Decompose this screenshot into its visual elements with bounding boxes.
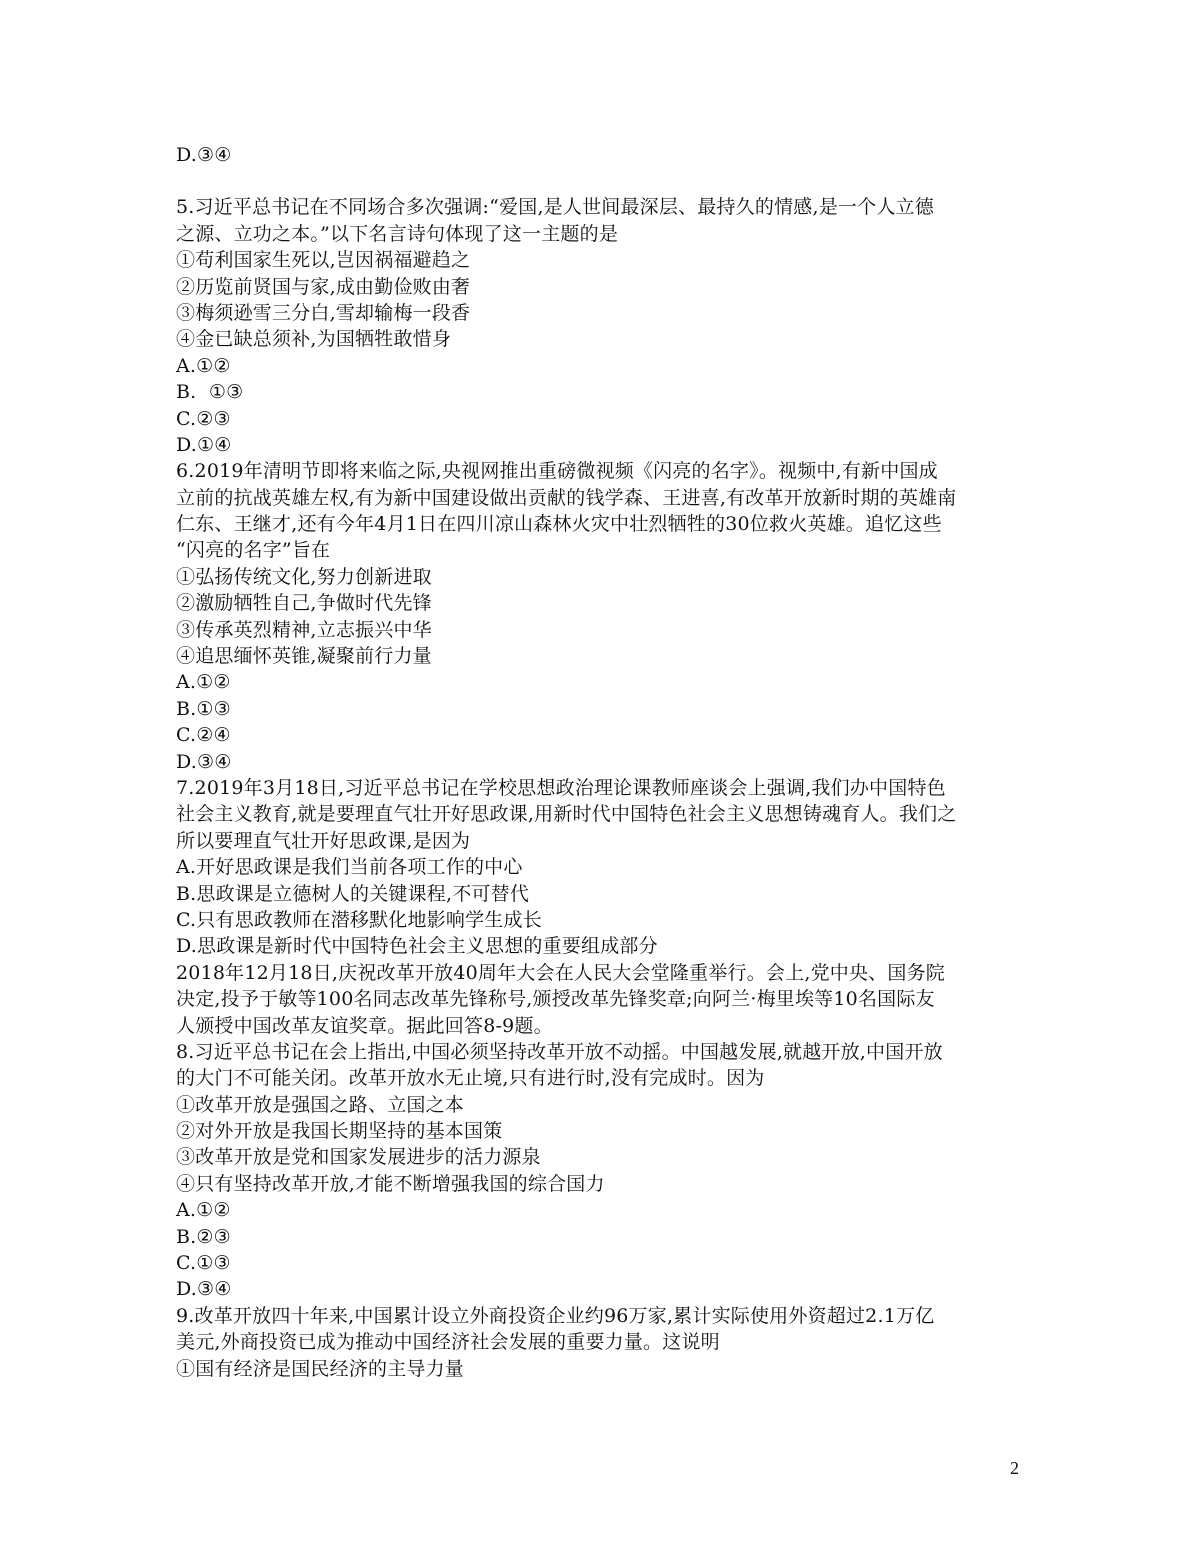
q8-option-c: C.①③ [176, 1252, 231, 1275]
q5-option-b: B. ①③ [176, 381, 244, 404]
q6-stem-line: 仁东、王继才,还有今年4月1日在四川凉山森林火灾中壮烈牺牲的30位救火英雄。追忆这些 [176, 513, 942, 536]
q8-stem-line: 的大门不可能关闭。改革开放水无止境,只有进行时,没有完成时。因为 [176, 1067, 765, 1090]
material-line: 决定,投予于敏等100名同志改革先锋称号,颁授改革先锋奖章;向阿兰·梅里埃等10名国际友 [176, 988, 935, 1011]
q5-statement: ③梅须逊雪三分白,雪却输梅一段香 [176, 301, 471, 324]
q8-stem-line: 8.习近平总书记在会上指出,中国必须坚持改革开放不动摇。中国越发展,就越开放,中国开放 [176, 1040, 943, 1063]
q7-option-d: D.思政课是新时代中国特色社会主义思想的重要组成部分 [176, 935, 658, 958]
q8-statement: ③改革开放是党和国家发展进步的活力源泉 [176, 1146, 541, 1169]
material-line: 人颁授中国改革友谊奖章。据此回答8-9题。 [176, 1014, 553, 1037]
q9-stem-line: 9.改革开放四十年来,中国累计设立外商投资企业约96万家,累计实际使用外资超过2.1万亿 [176, 1304, 935, 1327]
q9-stem-line: 美元,外商投资已成为推动中国经济社会发展的重要力量。这说明 [176, 1331, 720, 1354]
q8-option-b: B.②③ [176, 1225, 231, 1248]
q7-option-b: B.思政课是立德树人的关键课程,不可替代 [176, 882, 530, 905]
q6-option-b: B.①③ [176, 697, 231, 720]
q5-stem-line: 5.习近平总书记在不同场合多次强调:“爱国,是人世间最深层、最持久的情感,是一个人立德 [176, 196, 934, 219]
q5-stem-line: 之源、立功之本。”以下名言诗句体现了这一主题的是 [176, 222, 619, 245]
q8-option-d: D.③④ [176, 1278, 232, 1301]
q4-option-d: D.③④ [176, 144, 232, 166]
q7-stem-line: 所以要理直气壮开好思政课,是因为 [176, 829, 471, 852]
page-body [176, 142, 1036, 1382]
q6-statement: ①弘扬传统文化,努力创新进取 [176, 565, 432, 588]
paragraph-gap [176, 168, 1036, 194]
q6-option-c: C.②④ [176, 724, 231, 747]
q8-statement: ②对外开放是我国长期坚持的基本国策 [176, 1120, 503, 1143]
q7-stem-line: 7.2019年3月18日,习近平总书记在学校思想政治理论课教师座谈会上强调,我们办中国特色 [176, 776, 946, 799]
q6-stem-line: 6.2019年清明节即将来临之际,央视网推出重磅微视频《闪亮的名字》。视频中,有新中国成 [176, 460, 938, 483]
q5-statement: ②历览前贤国与家,成由勤俭败由奢 [176, 275, 471, 298]
q8-statement: ④只有坚持改革开放,才能不断增强我国的综合国力 [176, 1172, 605, 1195]
material-line: 2018年12月18日,庆祝改革开放40周年大会在人民大会堂隆重举行。会上,党中央、国务院 [176, 961, 945, 984]
q8-option-a: A.①② [176, 1199, 231, 1222]
q5-option-d: D.①④ [176, 433, 232, 456]
q6-option-d: D.③④ [176, 750, 232, 773]
page-number: 2 [1010, 1458, 1019, 1478]
q5-option-c: C.②③ [176, 407, 231, 430]
q5-statement: ①苟利国家生死以,岂因祸福避趋之 [176, 249, 471, 272]
q9-statement: ①国有经济是国民经济的主导力量 [176, 1357, 465, 1380]
q5-statement: ④金已缺总须补,为国牺牲敢惜身 [176, 328, 452, 351]
q6-statement: ④追思缅怀英锥,凝聚前行力量 [176, 645, 432, 668]
q6-stem-line: “闪亮的名字”旨在 [176, 539, 331, 562]
q6-statement: ③传承英烈精神,立志振兴中华 [176, 618, 432, 641]
q7-option-a: A.开好思政课是我们当前各项工作的中心 [176, 856, 523, 879]
q7-option-c: C.只有思政教师在潜移默化地影响学生成长 [176, 908, 542, 931]
q6-stem-line: 立前的抗战英雄左权,有为新中国建设做出贡献的钱学森、王进喜,有改革开放新时期的英雄南 [176, 486, 957, 509]
q8-statement: ①改革开放是强国之路、立国之本 [176, 1093, 465, 1116]
q6-option-a: A.①② [176, 671, 231, 694]
q6-statement: ②激励牺牲自己,争做时代先锋 [176, 592, 432, 615]
q5-option-a: A.①② [176, 354, 231, 377]
q7-stem-line: 社会主义教育,就是要理直气壮开好思政课,用新时代中国特色社会主义思想铸魂育人。我们之 [176, 803, 957, 826]
